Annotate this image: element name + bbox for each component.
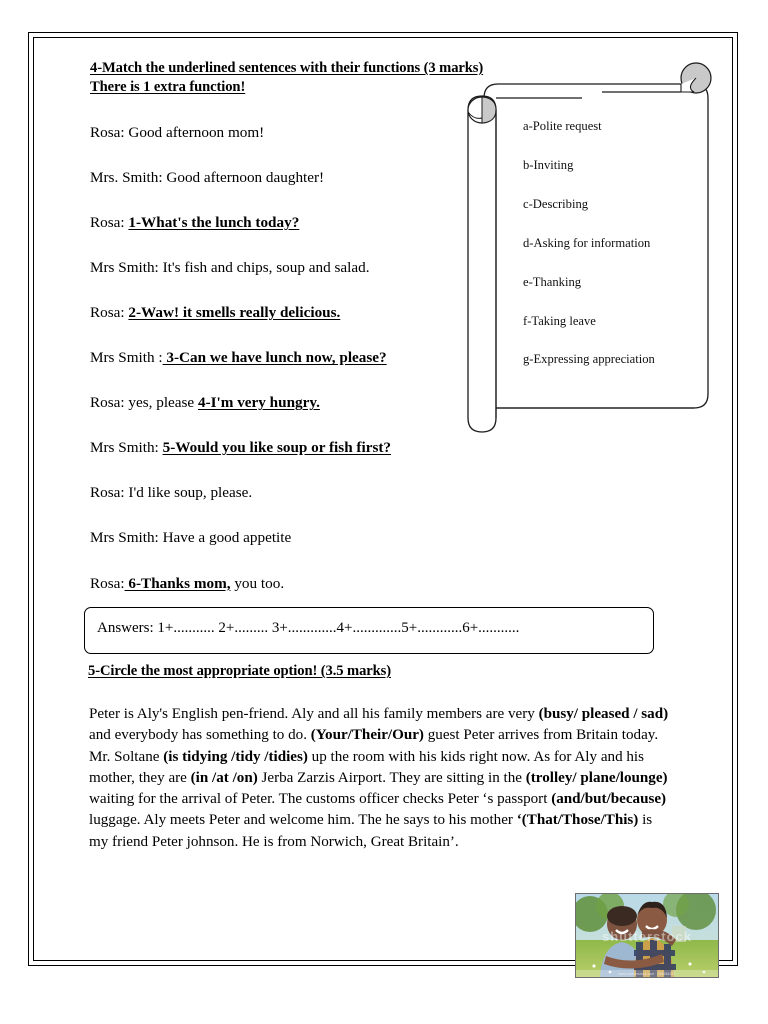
dialogue-speaker: Rosa: xyxy=(90,304,129,322)
passage-option-group[interactable]: (in /at /on) xyxy=(190,769,258,786)
dialogue-speaker: Mrs Smith: xyxy=(90,529,163,547)
dialogue-line xyxy=(90,169,324,186)
dialogue-speaker: Rosa: xyxy=(90,484,129,502)
function-list-item: b-Inviting xyxy=(523,157,574,172)
dialogue-line xyxy=(90,439,391,456)
dialogue-line xyxy=(90,575,284,592)
dialogue-plain-text: It's fish and chips, soup and salad. xyxy=(162,259,370,277)
exercise5-heading xyxy=(88,663,391,680)
dialogue-speaker: Rosa: xyxy=(90,214,129,232)
dialogue-line xyxy=(90,124,264,141)
dialogue-speaker: Rosa: xyxy=(90,574,125,592)
exercise4-heading-line2-text: There is 1 extra function! xyxy=(90,79,246,95)
passage-text: Peter is Aly's English pen-friend. Aly and all his family members are very xyxy=(89,706,539,722)
dialogue-line xyxy=(90,529,291,546)
passage-text: luggage. Aly meets Peter and welcome him. The he says to his mother xyxy=(89,812,517,829)
dialogue-underlined-sentence: 6-Thanks mom, xyxy=(124,574,231,592)
passage-text: and everybody has something to do. xyxy=(89,727,311,744)
photo-stock-watermark: shutterstock xyxy=(601,928,693,944)
functions-scroll-banner xyxy=(462,62,720,442)
passage-option-group[interactable]: (busy/ pleased / sad) xyxy=(538,706,669,722)
dialogue-plain-text: Good afternoon mom! xyxy=(128,124,265,141)
passage-option-group[interactable]: (Your/Their/Our) xyxy=(310,727,424,744)
passage-option-group[interactable]: (is tidying /tidy /tidies) xyxy=(163,748,308,765)
exercise5-passage xyxy=(89,704,675,853)
dialogue-line xyxy=(90,484,252,501)
exercise4-heading-line1 xyxy=(90,60,483,77)
passage-text: Jerba Zarzis Airport. They are sitting in the xyxy=(257,769,526,786)
dialogue-underlined-sentence: 3-Can we have lunch now, please? xyxy=(162,349,387,367)
passage-text: guest Peter arrives from Britain today. Mr. Soltane xyxy=(89,727,659,765)
exercise5-heading-text: 5-Circle the most appropriate option! (3.5 marks) xyxy=(88,663,392,679)
dialogue-underlined-sentence: 1-What's the lunch today? xyxy=(128,214,300,232)
dialogue-line xyxy=(90,259,370,276)
passage-option-group[interactable]: ‘(That/Those/This) xyxy=(516,812,639,829)
dialogue-speaker: Mrs Smith: xyxy=(90,259,163,277)
function-list-item: a-Polite request xyxy=(523,119,602,133)
answers-box[interactable] xyxy=(84,607,654,654)
answers-line: Answers: 1+........... 2+......... 3+.............4+.............5+............6+........... xyxy=(97,620,520,636)
dialogue-speaker: Rosa: yes, please xyxy=(90,394,198,412)
dialogue-speaker: Mrs. Smith: xyxy=(90,169,167,187)
dialogue-tail-text: you too. xyxy=(230,574,285,592)
dialogue-plain-text: Good afternoon daughter! xyxy=(166,169,325,187)
dialogue-underlined-sentence: 5-Would you like soup or fish first? xyxy=(162,439,392,457)
dialogue-underlined-sentence: 4-I'm very hungry. xyxy=(197,394,320,412)
dialogue-speaker: Mrs Smith : xyxy=(90,349,163,367)
passage-option-group[interactable]: (trolley/ plane/lounge) xyxy=(525,769,668,786)
dialogue-line xyxy=(90,304,340,321)
dialogue-underlined-sentence: 2-Waw! it smells really delicious. xyxy=(128,304,341,322)
function-list-item: c-Describing xyxy=(523,196,589,211)
dialogue-line xyxy=(90,214,299,231)
dialogue-speaker: Mrs Smith: xyxy=(90,439,163,457)
exercise4-heading-line1-text: 4-Match the underlined sentences with their functions (3 marks) xyxy=(90,60,484,76)
passage-option-group[interactable]: (and/but/because) xyxy=(551,791,667,808)
function-list-item: f-Taking leave xyxy=(523,313,596,328)
dialogue-line xyxy=(90,394,320,411)
passage-text: is my friend Peter johnson. He is from Norwich, Great Britain’. xyxy=(89,812,653,850)
function-list-item: d-Asking for information xyxy=(523,235,651,250)
passage-text: waiting for the arrival of Peter. The customs officer checks Peter ‘s passport xyxy=(89,791,552,808)
dialogue-plain-text: Have a good appetite xyxy=(162,529,292,547)
family-photo xyxy=(575,893,719,978)
dialogue-line xyxy=(90,349,387,366)
photo-caption-watermark: www.shutterstock.com · 268354337 xyxy=(618,972,676,976)
exercise4-heading-line2 xyxy=(90,79,245,96)
dialogue-speaker: Rosa: xyxy=(90,124,129,141)
function-list-item: g-Expressing appreciation xyxy=(523,352,655,367)
passage-text: up the room with his kids right now. As for Aly and his mother, they are xyxy=(89,748,644,786)
dialogue-plain-text: I'd like soup, please. xyxy=(128,484,253,502)
function-list-item: e-Thanking xyxy=(523,274,582,289)
